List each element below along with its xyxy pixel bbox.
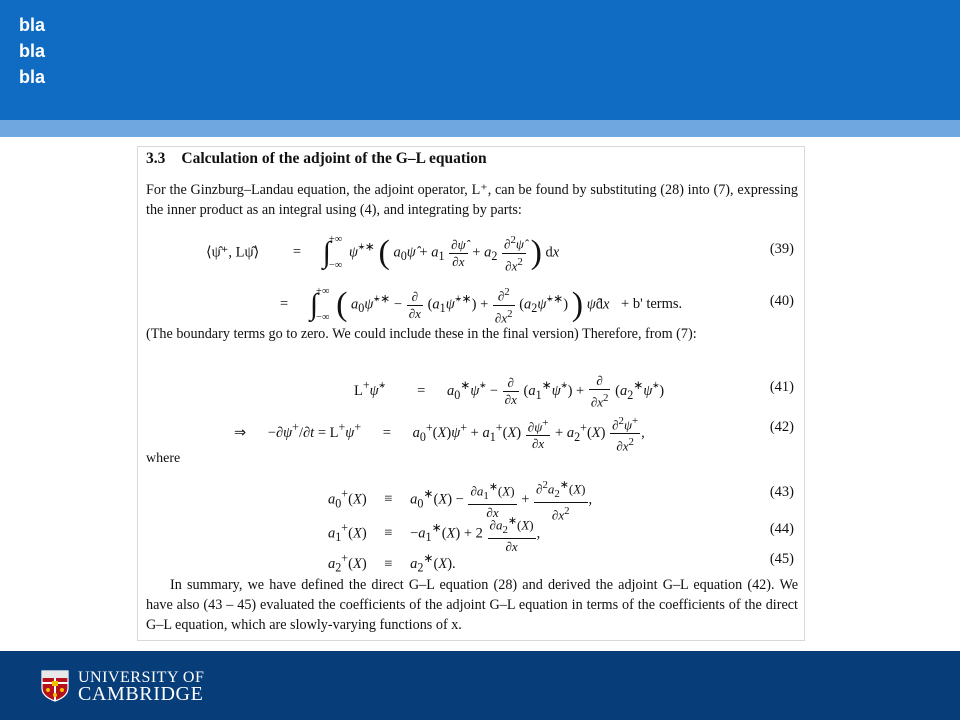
- eq39-relation: =: [292, 244, 302, 261]
- section-title: Calculation of the adjoint of the G–L equation: [181, 150, 487, 167]
- title-bar: [0, 0, 960, 120]
- boundary-paragraph: (The boundary terms go to zero. We could include these in the final version) Therefore, from (7):: [146, 326, 697, 342]
- intro-paragraph: For the Ginzburg–Landau equation, the adjoint operator, L⁺, can be found by substituting (28) into (7), expressing the inner product as an integral using (4), and integrating by parts:: [146, 182, 798, 218]
- equation-45: $a_2^+(X) \equiv a_2^∗(X)$.: [328, 551, 456, 575]
- university-logo-text: [78, 669, 204, 703]
- equation-43: $a_0^+(X) \equiv a_0^∗(X)$ − $\frac{\partial a_1^∗(X)}{\partial x}$ + $\frac{\partial^2a_2^∗(X)}{\partial x^2}$ ,: [328, 479, 593, 523]
- university-crest-icon: [41, 670, 69, 702]
- accent-stripe: [0, 120, 960, 137]
- eq40-number: (40): [769, 293, 794, 309]
- document-image: [137, 146, 805, 641]
- eq39-number: (39): [769, 241, 794, 257]
- where-label: where: [146, 451, 181, 466]
- equation-40: = ∫ +∞ −∞ ( $a_0\psî^{+∗}$ − $\frac{\partial}{\partial x}$ $(a_1\psî^{+∗})$ + $\frac{\partial^2}{\partial x^2}$ $(a_2\psî^{+∗})$ ) ψ̂dx + b' terms.: [280, 286, 683, 325]
- equation-39: ⟨ψ̂⁺, Lψ̂⟩ = ∫ +∞ −∞ ψ̂+∗ ( $a_0\psî + a_1$ $\frac{\partial\psî}{\partial x}$ + $a_2$ $\frac{\partial^2\psî}{\partial x^2}$ ) dx: [206, 234, 560, 273]
- equation-44: $a_1^+(X) \equiv -a_1^∗(X) + 2$ $\frac{\partial a_2^∗(X)}{\partial x}$ ,: [328, 515, 541, 554]
- title-line-2: bla: [19, 41, 46, 61]
- eq41-number: (41): [769, 379, 794, 395]
- logo-line-1: UNIVERSITY OF: [78, 669, 205, 686]
- section-number: 3.3: [146, 150, 166, 167]
- eq44-number: (44): [769, 521, 794, 537]
- logo-line-2: CAMBRIDGE: [78, 683, 204, 705]
- title-line-1: bla: [19, 15, 46, 35]
- equation-42: ⇒ $-\partial\psi^+/\partial t = L^+\psi^+ = a_0^+(X)\psi^+ + a_1^+(X)$ $\frac{\partial\psi^+}{\partial x}$ + $a_2^+(X)$ $\frac{\partial^2\psi^+}{\partial x^2}$ ,: [234, 415, 645, 454]
- eq39-lhs: ⟨ψ̂⁺, Lψ̂⟩: [206, 244, 260, 261]
- eq45-number: (45): [769, 551, 794, 567]
- section-heading: [146, 150, 487, 168]
- title-line-3: bla: [19, 67, 46, 87]
- eq43-number: (43): [769, 484, 794, 500]
- eq40-tail: + b' terms.: [621, 296, 683, 313]
- summary-paragraph: In summary, we have defined the direct G–L equation (28) and derived the adjoint G–L equation (42). We have also (43 – 45) evaluated the coefficients of the adjoint G–L equation in terms of the coefficients of the direct G–L equation, which are slowly-varying functions of x.: [146, 577, 798, 633]
- slide-title: [19, 12, 45, 90]
- equation-41: L+ψ̂+ = $a_0^∗\psî^+$ − $\frac{\partial}{\partial x}$ $(a_1^∗\psî^+)$ + $\frac{\partial}{\partial x^2}$ $(a_2^∗\psî^+)$: [354, 373, 665, 410]
- eq42-number: (42): [769, 419, 794, 435]
- eq40-relation: =: [280, 296, 289, 313]
